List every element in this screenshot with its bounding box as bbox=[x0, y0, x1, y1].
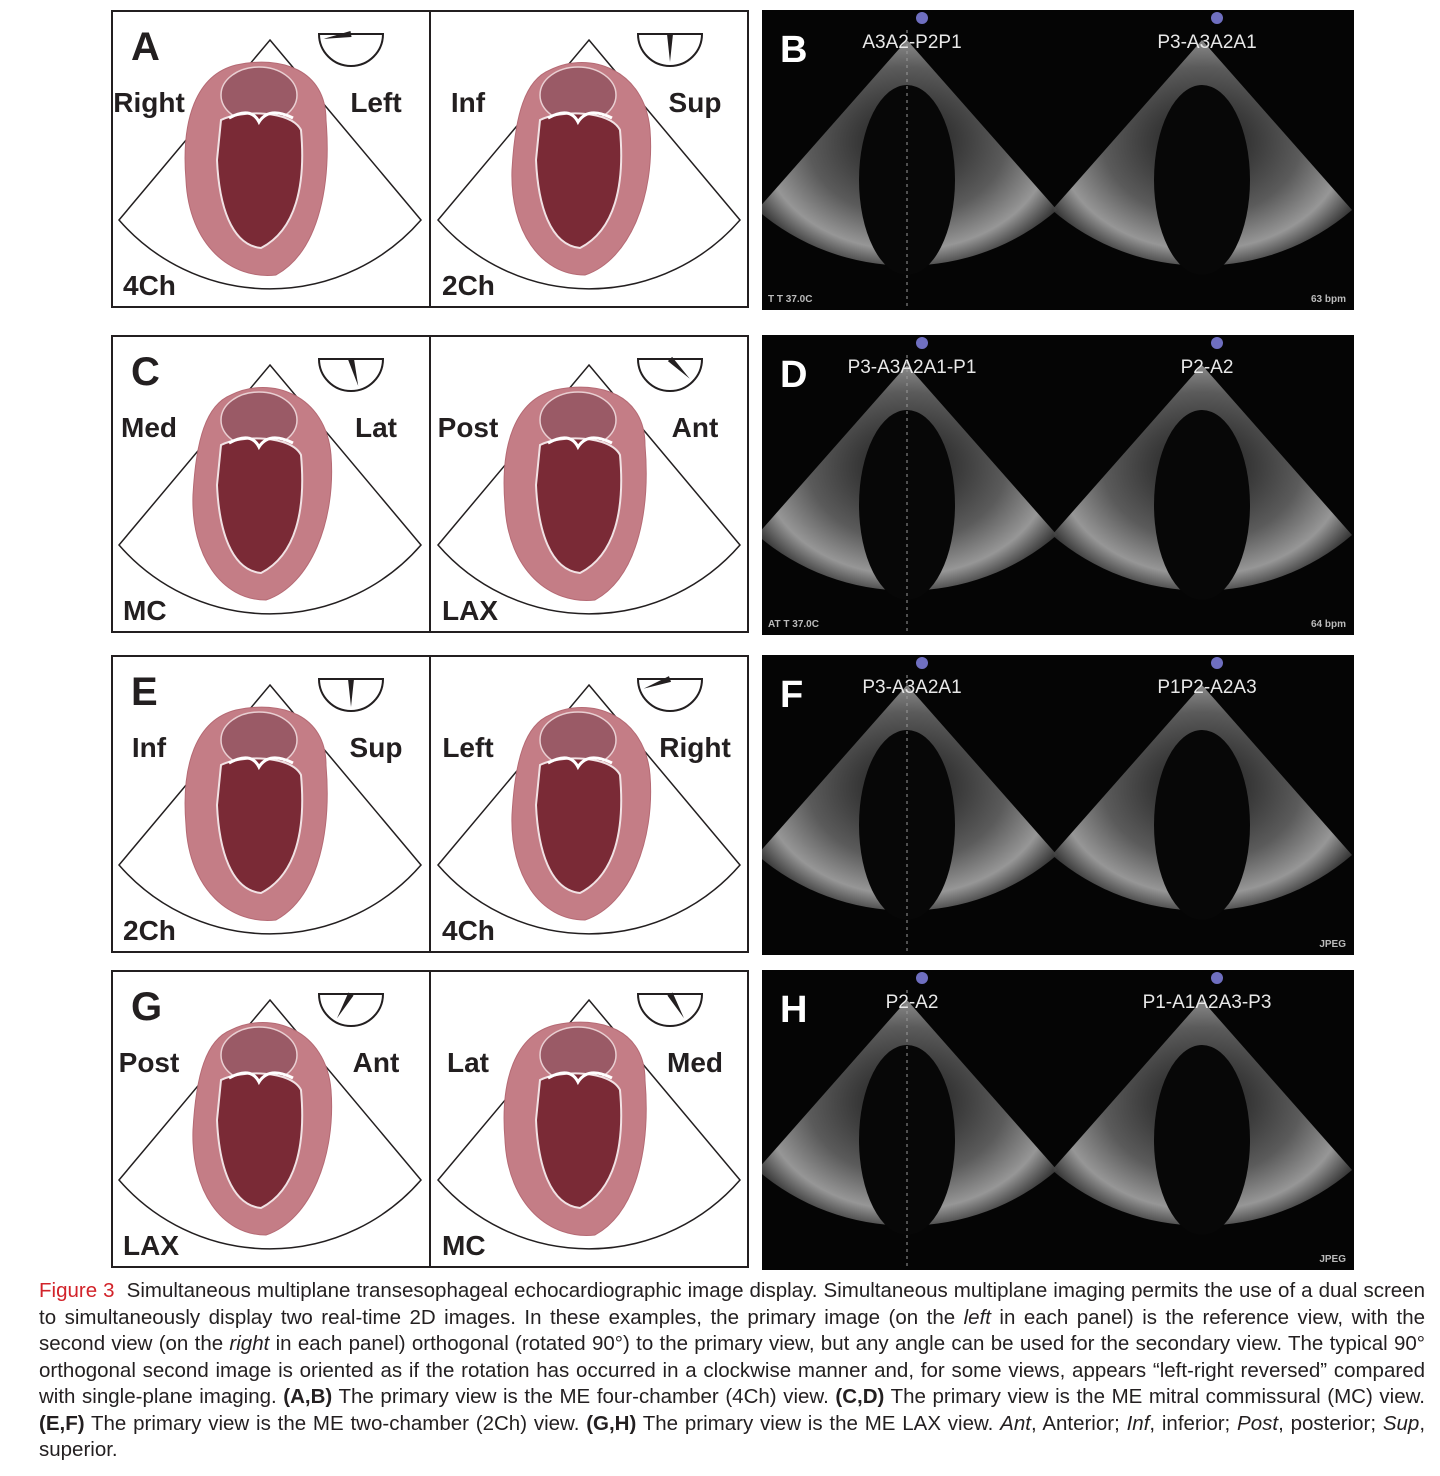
heart-diagram-panel bbox=[111, 335, 749, 633]
figure-row bbox=[0, 335, 1440, 635]
echo-plane-title: P3-A3A2A1 bbox=[862, 677, 962, 698]
orientation-label-left: Inf bbox=[131, 732, 167, 763]
echo-plane-title: P2-A2 bbox=[1180, 357, 1234, 378]
echo-image-panel bbox=[762, 970, 1354, 1270]
orientation-label-left: Right bbox=[113, 87, 185, 118]
orientation-label-right: Lat bbox=[355, 412, 397, 443]
orientation-label-right: Ant bbox=[352, 1047, 400, 1078]
probe-marker-icon bbox=[1211, 12, 1223, 24]
echo-readout: JPEG bbox=[1319, 1254, 1346, 1265]
echo-readout: T T 37.0C bbox=[768, 294, 813, 305]
view-label: LAX bbox=[442, 595, 498, 626]
orientation-label-right: Left bbox=[350, 87, 402, 118]
caption-ref-cd: (C,D) bbox=[835, 1385, 885, 1408]
echo-image-panel bbox=[762, 655, 1354, 955]
probe-marker-icon bbox=[1211, 657, 1223, 669]
heart-diagram-panel bbox=[111, 970, 749, 1268]
echo-plane-title: A3A2-P2P1 bbox=[862, 32, 962, 53]
caption-text: The primary view is the ME four-chamber (4Ch) view. bbox=[332, 1385, 836, 1408]
probe-marker-icon bbox=[1211, 972, 1223, 984]
caption-text: , inferior; bbox=[1149, 1411, 1238, 1435]
panel-letter: E bbox=[131, 670, 158, 714]
caption-ref-gh: (G,H) bbox=[586, 1411, 637, 1435]
orientation-label-left: Left bbox=[442, 732, 494, 763]
orientation-label-left: Med bbox=[121, 412, 177, 443]
caption-abbr-ant: Ant bbox=[1000, 1411, 1031, 1435]
view-label: 2Ch bbox=[442, 270, 495, 301]
caption-italic-left: left bbox=[963, 1305, 991, 1329]
probe-marker-icon bbox=[916, 12, 928, 24]
figure-row bbox=[0, 970, 1440, 1270]
orientation-label-right: Sup bbox=[349, 732, 403, 763]
echo-plane-title: P3-A3A2A1-P1 bbox=[847, 357, 977, 378]
caption-text: in each panel) is the reference view, with the second view (on the bbox=[39, 1305, 1425, 1355]
figure-label: Figure 3 bbox=[39, 1279, 115, 1302]
panel-letter: F bbox=[780, 674, 804, 716]
caption-abbr-post: Post bbox=[1237, 1411, 1279, 1435]
view-label: MC bbox=[123, 595, 167, 626]
caption-text: The primary view is the ME mitral commissural (MC) view. bbox=[884, 1385, 1425, 1408]
heart-diagram-panel bbox=[111, 655, 749, 953]
panel-letter: B bbox=[780, 29, 808, 71]
figure-caption bbox=[39, 1278, 1425, 1464]
caption-abbr-inf: Inf bbox=[1126, 1411, 1150, 1435]
orientation-label-left: Lat bbox=[447, 1047, 489, 1078]
echo-readout: 63 bpm bbox=[1310, 294, 1346, 305]
caption-italic-right: right bbox=[229, 1332, 270, 1355]
orientation-label-right: Sup bbox=[668, 87, 722, 118]
echo-plane-title: P2-A2 bbox=[885, 992, 939, 1013]
view-label: LAX bbox=[123, 1230, 179, 1261]
orientation-label-right: Med bbox=[667, 1047, 723, 1078]
caption-abbr-sup: Sup bbox=[1382, 1411, 1420, 1435]
view-label: 4Ch bbox=[442, 915, 495, 946]
ventricle-cavity bbox=[1154, 730, 1250, 920]
orientation-label-left: Post bbox=[437, 412, 499, 443]
probe-marker-icon bbox=[1211, 337, 1223, 349]
echo-plane-title: P1P2-A2A3 bbox=[1157, 677, 1257, 698]
orientation-label-right: Ant bbox=[671, 412, 719, 443]
ventricle-cavity bbox=[1154, 410, 1250, 600]
caption-text: in each panel) orthogonal (rotated 90°) to the primary view, but any angle can be used for the secondary view. The typical 90° orthogonal second image is oriented as if the rotation has occurred in a clockwise manner and, for some views, appears “left-right reversed” compared with single-plane imaging. bbox=[39, 1332, 1425, 1408]
view-label: 2Ch bbox=[123, 915, 176, 946]
ventricle-cavity bbox=[1154, 85, 1250, 275]
view-label: 4Ch bbox=[123, 270, 176, 301]
heart-diagram-panel bbox=[111, 10, 749, 308]
caption-text: , Anterior; bbox=[1030, 1411, 1127, 1435]
caption-text: The primary view is the ME LAX view. bbox=[636, 1411, 1001, 1435]
caption-ref-ef: (E,F) bbox=[39, 1411, 85, 1435]
echo-readout: 64 bpm bbox=[1310, 619, 1346, 630]
view-label: MC bbox=[442, 1230, 486, 1261]
figure-row bbox=[0, 10, 1440, 310]
caption-text: , posterior; bbox=[1278, 1411, 1383, 1435]
caption-text: , superior. bbox=[39, 1411, 1426, 1461]
echo-readout: JPEG bbox=[1319, 939, 1346, 950]
ventricle-cavity bbox=[1154, 1045, 1250, 1235]
echo-readout: AT T 37.0C bbox=[768, 619, 819, 630]
probe-marker-icon bbox=[916, 657, 928, 669]
echo-plane-title: P1-A1A2A3-P3 bbox=[1142, 992, 1272, 1013]
figure-row bbox=[0, 655, 1440, 955]
caption-text: Simultaneous multiplane transesophageal echocardiographic image display. Simultaneous multiplane imaging permits the use of a dual screen to simultaneously display two real-time 2D images. In these examples, the primary image (on the bbox=[39, 1279, 1425, 1329]
orientation-label-left: Post bbox=[118, 1047, 180, 1078]
orientation-label-right: Right bbox=[659, 732, 731, 763]
panel-letter: G bbox=[131, 985, 163, 1029]
panel-letter: A bbox=[131, 25, 160, 69]
caption-text: The primary view is the ME two-chamber (2Ch) view. bbox=[84, 1411, 587, 1435]
panel-letter: C bbox=[131, 350, 160, 394]
probe-marker-icon bbox=[916, 337, 928, 349]
panel-letter: H bbox=[780, 989, 808, 1031]
caption-ref-ab: (A,B) bbox=[283, 1385, 333, 1408]
orientation-label-left: Inf bbox=[450, 87, 486, 118]
echo-image-panel bbox=[762, 335, 1354, 635]
echo-image-panel bbox=[762, 10, 1354, 310]
panel-letter: D bbox=[780, 354, 808, 396]
probe-marker-icon bbox=[916, 972, 928, 984]
echo-plane-title: P3-A3A2A1 bbox=[1157, 32, 1257, 53]
